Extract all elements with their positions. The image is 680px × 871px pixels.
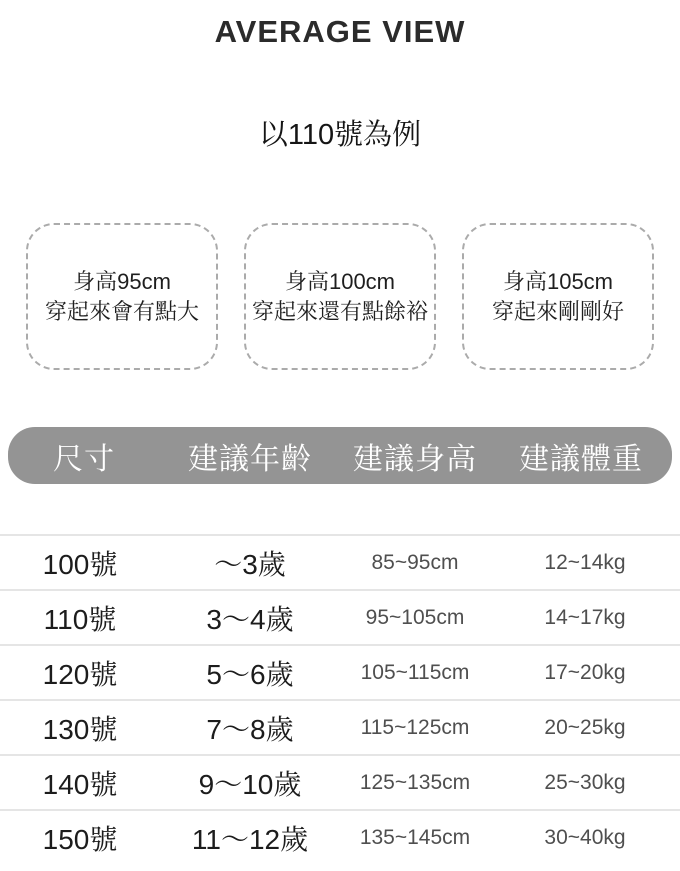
cell-age: 7～8歲: [206, 713, 294, 745]
cell-height: 135~145cm: [359, 825, 471, 849]
fit-example-boxes: [0, 223, 680, 370]
header-height: 建議身高: [353, 442, 477, 476]
cell-weight: 25~30kg: [544, 770, 626, 794]
fit-box-description: 穿起來剛剛好: [491, 298, 624, 324]
page-title: AVERAGE VIEW: [214, 14, 466, 49]
header-size: 尺寸: [53, 442, 115, 476]
table-row: [0, 699, 680, 754]
table-row: [0, 534, 680, 589]
cell-height: 95~105cm: [365, 605, 465, 629]
size-table-body: [0, 534, 680, 864]
cell-age: 9～10歲: [198, 768, 302, 800]
cell-height: 125~135cm: [359, 770, 471, 794]
cell-height: 115~125cm: [360, 715, 470, 739]
cell-size: 150號: [42, 823, 118, 855]
table-row: [0, 589, 680, 644]
cell-size: 130號: [42, 713, 118, 745]
fit-box-height: 身高100cm: [284, 268, 396, 294]
cell-size: 140號: [42, 768, 118, 800]
table-row: [0, 754, 680, 809]
fit-box-100cm: [244, 223, 436, 370]
fit-box-height: 身高95cm: [73, 268, 171, 294]
cell-weight: 12~14kg: [544, 550, 626, 574]
cell-weight: 14~17kg: [544, 605, 626, 629]
cell-age: 5～6歲: [206, 658, 294, 690]
fit-box-height: 身高105cm: [502, 268, 614, 294]
cell-height: 105~115cm: [360, 660, 470, 684]
cell-size: 110號: [43, 603, 117, 635]
size-table-header-bar: [8, 427, 672, 484]
fit-box-description: 穿起來會有點大: [44, 298, 199, 324]
example-subtitle: 以110號為例: [258, 119, 422, 151]
cell-size: 120號: [42, 658, 118, 690]
fit-box-95cm: [26, 223, 218, 370]
cell-age: 3～4歲: [206, 603, 294, 635]
header-weight: 建議體重: [519, 442, 643, 476]
table-row: [0, 644, 680, 699]
cell-weight: 30~40kg: [544, 825, 626, 849]
cell-age: 11～12歲: [191, 823, 309, 855]
cell-weight: 20~25kg: [544, 715, 626, 739]
cell-size: 100號: [42, 548, 118, 580]
cell-age: ～3歲: [214, 548, 286, 580]
fit-box-description: 穿起來還有點餘裕: [251, 298, 428, 324]
header-age: 建議年齡: [188, 442, 312, 476]
fit-box-105cm: [462, 223, 654, 370]
cell-height: 85~95cm: [371, 550, 459, 574]
table-row: [0, 809, 680, 864]
cell-weight: 17~20kg: [544, 660, 626, 684]
